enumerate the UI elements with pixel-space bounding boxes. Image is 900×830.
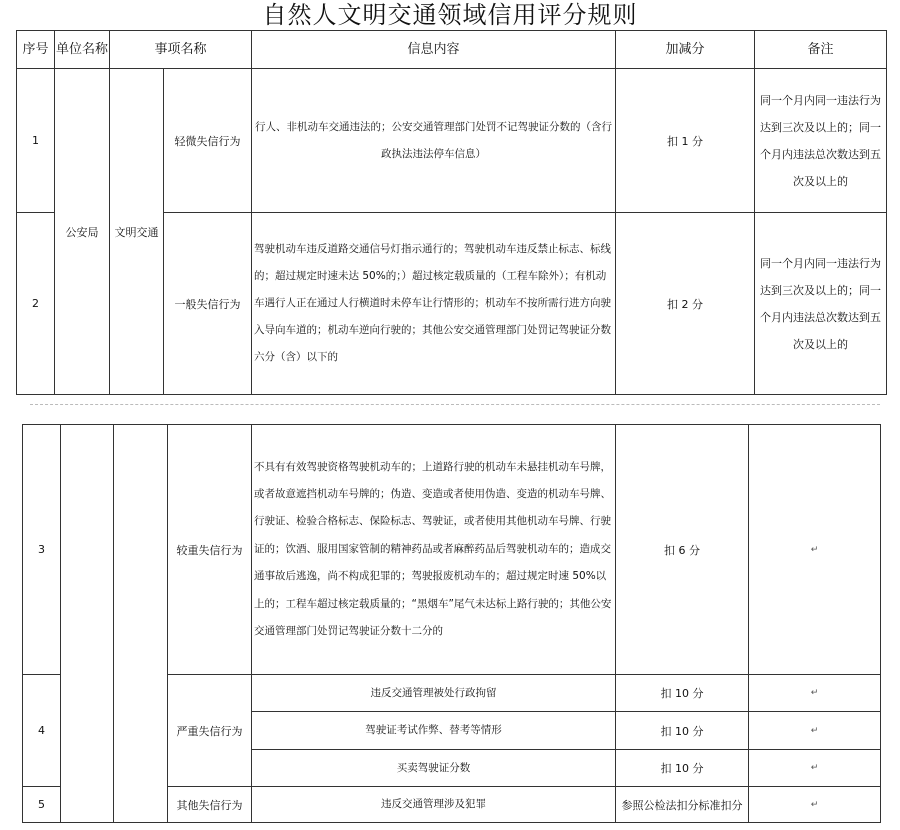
rules-table-page-1 bbox=[16, 30, 887, 395]
row-note: 同一个月内同一违法行为达到三次及以上的；同一个月内违法总次数达到五次及以上的 bbox=[755, 213, 887, 395]
row-item: 一般失信行为 bbox=[164, 213, 252, 395]
row-score: 扣 10 分 bbox=[616, 712, 749, 750]
row-unit-empty bbox=[61, 425, 114, 823]
paragraph-mark: ↵ bbox=[749, 787, 881, 823]
header-item: 事项名称 bbox=[110, 31, 252, 69]
row-info: 驾驶机动车违反道路交通信号灯指示通行的；驾驶机动车违反禁止标志、标线的；超过规定时速未达 50%的；）超过核定载质量的（工程车除外）；有机动车遇行人正在通过人行横道时未停车让行情形的；机动车不按所需行进方向驶入导向车道的；机动车逆向行驶的；其他公安交通管理部门处罚记驾驶证分数六分（含）以下的 bbox=[252, 213, 616, 395]
row-item: 其他失信行为 bbox=[168, 787, 252, 823]
row-seq: 3 bbox=[23, 425, 61, 675]
row-category-empty bbox=[114, 425, 168, 823]
paragraph-mark: ↵ bbox=[749, 675, 881, 712]
row-info: 不具有有效驾驶资格驾驶机动车的；上道路行驶的机动车未悬挂机动车号牌，或者故意遮挡机动车号牌的；伪造、变造或者使用伪造、变造的机动车号牌、行驶证、检验合格标志、保险标志、驾驶证，或者使用其他机动车号牌、行驶证的；饮酒、服用国家管制的精神药品或者麻醉药品后驾驶机动车的；造成交通事故后逃逸，尚不构成犯罪的；驾驶报废机动车的；超过规定时速 50%以上的；工程车超过核定载质量的；“黑烟车”尾气未达标上路行驶的；其他公安交通管理部门处罚记驾驶证分数十二分的 bbox=[252, 425, 616, 675]
row-info: 违反交通管理涉及犯罪 bbox=[252, 787, 616, 823]
table-row bbox=[17, 69, 887, 213]
row-note: 同一个月内同一违法行为达到三次及以上的；同一个月内违法总次数达到五次及以上的 bbox=[755, 69, 887, 213]
header-info: 信息内容 bbox=[252, 31, 616, 69]
paragraph-mark: ↵ bbox=[749, 750, 881, 787]
rules-table-page-2 bbox=[22, 424, 881, 823]
page-break bbox=[30, 404, 880, 406]
row-info: 违反交通管理被处行政拘留 bbox=[252, 675, 616, 712]
header-note: 备注 bbox=[755, 31, 887, 69]
row-score: 扣 2 分 bbox=[616, 213, 755, 395]
paragraph-mark: ↵ bbox=[749, 425, 881, 675]
row-seq: 5 bbox=[23, 787, 61, 823]
document-title: 自然人文明交通领域信用评分规则 bbox=[262, 1, 638, 29]
row-category: 文明交通 bbox=[110, 69, 164, 395]
row-item: 严重失信行为 bbox=[168, 675, 252, 787]
row-item: 较重失信行为 bbox=[168, 425, 252, 675]
header-row bbox=[17, 31, 887, 69]
row-item: 轻微失信行为 bbox=[164, 69, 252, 213]
row-seq: 4 bbox=[23, 675, 61, 787]
row-score: 扣 10 分 bbox=[616, 675, 749, 712]
row-info: 买卖驾驶证分数 bbox=[252, 750, 616, 787]
paragraph-mark: ↵ bbox=[749, 712, 881, 750]
row-unit: 公安局 bbox=[55, 69, 110, 395]
header-unit: 单位名称 bbox=[55, 31, 110, 69]
header-score: 加减分 bbox=[616, 31, 755, 69]
row-info: 行人、非机动车交通违法的；公安交通管理部门处罚不记驾驶证分数的（含行政执法违法停车信息） bbox=[252, 69, 616, 213]
row-score: 扣 10 分 bbox=[616, 750, 749, 787]
header-seq: 序号 bbox=[17, 31, 55, 69]
row-score: 扣 6 分 bbox=[616, 425, 749, 675]
row-score: 扣 1 分 bbox=[616, 69, 755, 213]
table-row bbox=[23, 425, 881, 675]
row-seq: 1 bbox=[17, 69, 55, 213]
row-info: 驾驶证考试作弊、替考等情形 bbox=[252, 712, 616, 750]
row-seq: 2 bbox=[17, 213, 55, 395]
row-score: 参照公检法扣分标准扣分 bbox=[616, 787, 749, 823]
